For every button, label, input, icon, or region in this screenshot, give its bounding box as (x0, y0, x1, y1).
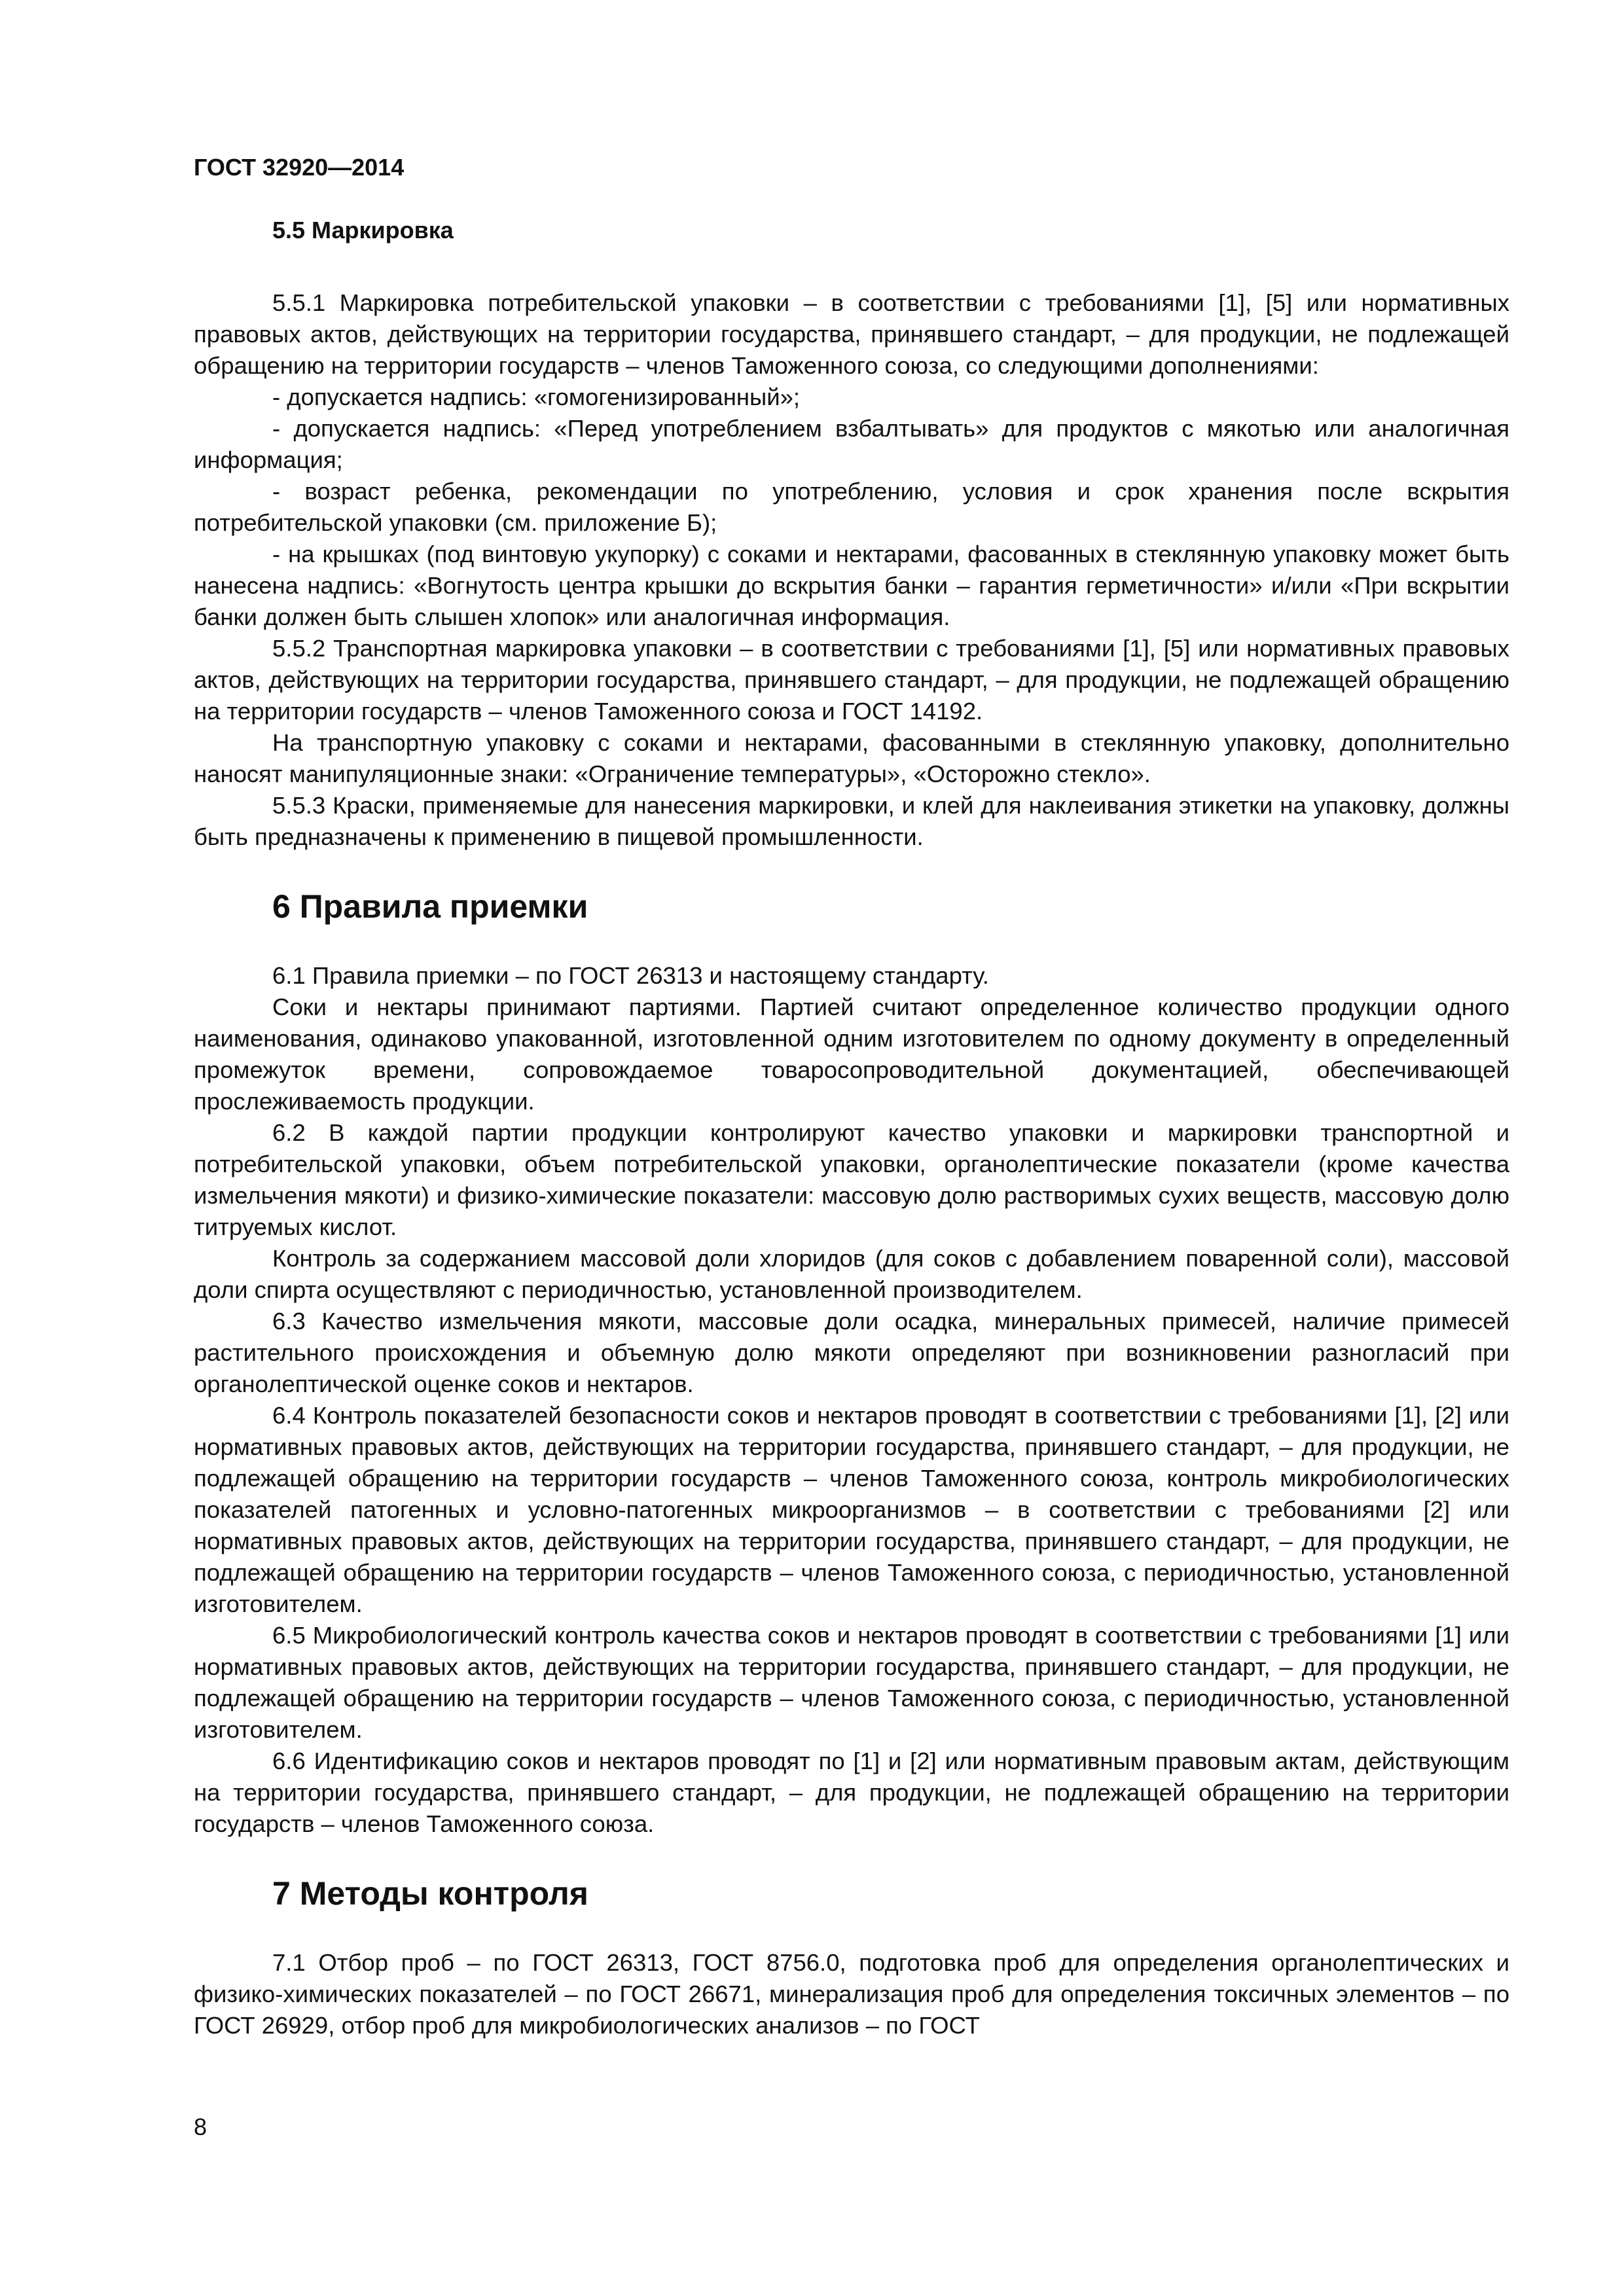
paragraph-6-5: 6.5 Микробиологический контроль качества соков и нектаров проводят в соответствии с требованиями [1] или нормативных правовых актов, действующих на территории государства, принявшего стандарт, – для продукции, не подлежащей обращению на территории государств – членов Таможенного союза, с периодичностью, установленной изготовителем. (194, 1622, 1509, 1743)
paragraph-5-5-1: 5.5.1 Маркировка потребительской упаковки – в соответствии с требованиями [1], [5] или нормативных правовых актов, действующих на территории государства, принявшего стандарт, – для продукции, не подлежащей обращению на территории государств – членов Таможенного союза, со следующими дополнениями: (194, 289, 1509, 379)
list-item-shake-before-use: - допускается надпись: «Перед употреблением взбалтывать» для продуктов с мякотью или аналогичная информация; (194, 415, 1509, 473)
paragraph-6-6: 6.6 Идентификацию соков и нектаров проводят по [1] и [2] или нормативным правовым актам, действующим на территории государства, принявшего стандарт, – для продукции, не подлежащей обращению на территории государств – членов Таможенного союза. (194, 1748, 1509, 1837)
paragraph-6-1: 6.1 Правила приемки – по ГОСТ 26313 и настоящему стандарту. (272, 962, 989, 989)
page-number: 8 (194, 2113, 208, 2140)
paragraph-6-2: 6.2 В каждой партии продукции контролируют качество упаковки и маркировки транспортной и потребительской упаковки, объем потребительской упаковки, органолептические показатели (кроме качества измельчения мякоти) и физико-химические показатели: массовую долю растворимых сухих веществ, массовую долю титруемых кислот. (194, 1119, 1509, 1240)
list-item-lid-inscription: - на крышках (под винтовую укупорку) с соками и нектарами, фасованных в стеклянную упаковку может быть нанесена надпись: «Вогнутость центра крышки до вскрытия банки – гарантия герметичности» и/или «При вскрытии банки должен быть слышен хлопок» или аналогичная информация. (194, 541, 1509, 630)
paragraph-5-5-2: 5.5.2 Транспортная маркировка упаковки – в соответствии с требованиями [1], [5] или нормативных правовых актов, действующих на территории государства, принявшего стандарт, – для продукции, не подлежащей обращению на территории государств – членов Таможенного союза и ГОСТ 14192. (194, 635, 1509, 725)
paragraph-5-5-3: 5.5.3 Краски, применяемые для нанесения маркировки, и клей для наклеивания этикетки на упаковку, должны быть предназначены к применению в пищевой промышленности. (194, 792, 1509, 850)
paragraph-transport-signs: На транспортную упаковку с соками и нектарами, фасованными в стеклянную упаковку, дополнительно наносят манипуляционные знаки: «Ограничение температуры», «Осторожно стекло». (194, 729, 1509, 787)
section-5-5-title: 5.5 Маркировка (272, 217, 454, 243)
list-item-homogenized: - допускается надпись: «гомогенизированный»; (272, 384, 801, 410)
paragraph-chlorides-control: Контроль за содержанием массовой доли хлоридов (для соков с добавлением поваренной соли), массовой доли спирта осуществляют с периодичностью, установленной производителем. (194, 1245, 1509, 1303)
document-standard-number: ГОСТ 32920—2014 (194, 154, 405, 181)
paragraph-7-1: 7.1 Отбор проб – по ГОСТ 26313, ГОСТ 8756.0, подготовка проб для определения органолептических и физико-химических показателей – по ГОСТ 26671, минерализация проб для определения токсичных элементов – по ГОСТ 26929, отбор проб для микробиологических анализов – по ГОСТ (194, 1949, 1509, 2039)
section-6-title: 6 Правила приемки (272, 888, 588, 925)
document-body (194, 216, 1509, 2041)
list-item-child-age: - возраст ребенка, рекомендации по употреблению, условия и срок хранения после вскрытия потребительской упаковки (см. приложение Б); (194, 478, 1509, 536)
paragraph-6-4: 6.4 Контроль показателей безопасности соков и нектаров проводят в соответствии с требованиями [1], [2] или нормативных правовых актов, действующих на территории государства, принявшего стандарт, – для продукции, не подлежащей обращению на территории государств – членов Таможенного союза, контроль микробиологических показателей патогенных и условно-патогенных микроорганизмов – в соответствии с требованиями [2] или нормативных правовых актов, действующих на территории государства, принявшего стандарт, – для продукции, не подлежащей обращению на территории государств – членов Таможенного союза, с периодичностью, установленной изготовителем. (194, 1402, 1509, 1617)
paragraph-6-3: 6.3 Качество измельчения мякоти, массовые доли осадка, минеральных примесей, наличие примесей растительного происхождения и объемную долю мякоти определяют при возникновении разногласий при органолептической оценке соков и нектаров. (194, 1308, 1509, 1397)
section-7-title: 7 Методы контроля (272, 1875, 588, 1912)
paragraph-batch-definition: Соки и нектары принимают партиями. Партией считают определенное количество продукции одного наименования, одинаково упакованной, изготовленной одним изготовителем по одному документу в определенный промежуток времени, сопровождаемое товаросопроводительной документацией, обеспечивающей прослеживаемость продукции. (194, 994, 1509, 1115)
